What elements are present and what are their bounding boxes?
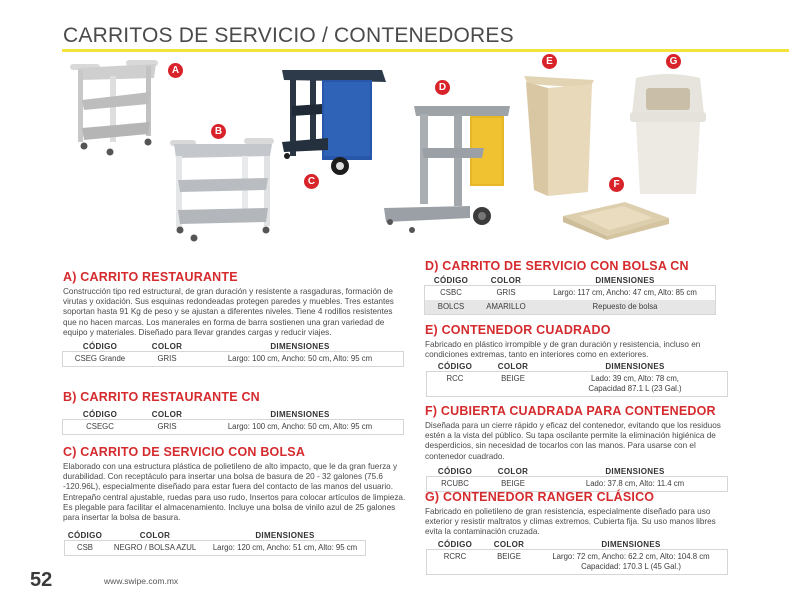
cell-code: BOLCS <box>425 300 477 314</box>
cell-color: NEGRO / BOLSA AZUL <box>113 543 197 553</box>
col-color: COLOR <box>493 539 525 549</box>
col-code: CÓDIGO <box>82 410 118 419</box>
badge-b: B <box>211 124 226 139</box>
cell-dims: Largo: 120 cm, Ancho: 51 cm, Alto: 95 cm <box>212 543 358 553</box>
table-row <box>63 420 403 434</box>
col-color: COLOR <box>497 362 529 372</box>
col-dims: DIMENSIONES <box>605 362 665 372</box>
col-code: CÓDIGO <box>437 362 473 372</box>
spec-table <box>63 410 403 434</box>
section-title: G) CONTENEDOR RANGER CLÁSICO <box>425 490 655 504</box>
table-row <box>65 541 365 555</box>
table-row <box>427 477 727 491</box>
product-image-a <box>68 58 168 158</box>
section-g <box>425 490 735 574</box>
col-code: CÓDIGO <box>82 342 118 352</box>
badge-e: E <box>542 54 557 69</box>
spec-table <box>425 276 715 314</box>
col-dims: DIMENSIONES <box>255 531 315 541</box>
section-c <box>63 445 408 555</box>
badge-g: G <box>666 54 681 69</box>
col-dims: DIMENSIONES <box>601 539 661 549</box>
product-image-d <box>374 104 514 239</box>
dims-line: Capacidad 87.1 L (23 Gal.) <box>588 384 682 394</box>
section-a <box>63 270 403 366</box>
cell-color: GRIS <box>157 354 177 364</box>
cell-dims: Largo: 100 cm, Ancho: 50 cm, Alto: 95 cm <box>227 422 373 431</box>
cell-color: GRIS <box>157 422 177 431</box>
section-description: Fabricado en plástico irrompible y de gran duración y resistencia, incluso en condiciones extremas, tanto en interiores como en exteriores. <box>425 340 701 360</box>
table-row <box>427 550 727 574</box>
cell-code: CSBC <box>440 288 462 297</box>
section-description: Construcción tipo red estructural, de gran duración y resistente a rasgaduras, formación de virutas y oxidación. Sus esquinas redondeadas protegen paredes y muebles. Tres estantes soportan hasta 91 Kg de peso y se ajustan a diferentes niveles. Tiene 4 rodillos resistentes que no hacen marcas. Los manerales en forma de barra sostienen una gran variedad de equipo y materiales. Diseñado para llevar grandes cargas y reducir viajes. <box>63 287 394 337</box>
cell-color: BEIGE <box>497 551 521 561</box>
col-dims: DIMENSIONES <box>270 342 330 352</box>
col-dims: DIMENSIONES <box>595 276 655 285</box>
badge-a: A <box>168 63 183 78</box>
col-color: COLOR <box>151 410 183 419</box>
spec-table <box>63 342 403 366</box>
cell-dims <box>535 550 727 574</box>
table-row <box>63 352 403 366</box>
section-title: B) CARRITO RESTAURANTE CN <box>63 390 260 404</box>
cell-code: CSEGC <box>86 422 114 431</box>
dims-line: Capacidad: 170.3 L (45 Gal.) <box>581 561 681 571</box>
title-rule <box>62 49 789 52</box>
col-code: CÓDIGO <box>437 466 473 476</box>
section-b <box>63 390 403 434</box>
table-row <box>425 286 715 300</box>
cell-dims <box>543 372 727 396</box>
section-d <box>425 259 725 314</box>
cell-code: RCRC <box>443 551 467 561</box>
col-code: CÓDIGO <box>67 531 103 541</box>
page-title: CARRITOS DE SERVICIO / CONTENEDORES <box>63 24 514 47</box>
section-title: F) CUBIERTA CUADRADA PARA CONTENEDOR <box>425 404 716 418</box>
section-e <box>425 323 735 396</box>
website-url[interactable]: www.swipe.com.mx <box>104 576 179 586</box>
product-image-b <box>168 138 278 243</box>
section-title: A) CARRITO RESTAURANTE <box>63 270 238 284</box>
cell-dims: Largo: 100 cm, Ancho: 50 cm, Alto: 95 cm <box>227 354 373 364</box>
dims-line: Lado: 39 cm, Alto: 78 cm, <box>591 374 679 384</box>
cell-color: GRIS <box>496 288 516 297</box>
page-number: 52 <box>30 569 53 591</box>
badge-c: C <box>304 174 319 189</box>
spec-table <box>65 531 365 555</box>
product-image-e <box>524 74 594 198</box>
spec-table <box>427 467 727 491</box>
badge-d: D <box>435 80 450 95</box>
cell-color: BEIGE <box>501 374 525 384</box>
section-description: Fabricado en polietileno de gran resistencia, especialmente diseñado para uso exterior y resistir maltratos y climas extremos. Cubierta fija. Su uso manos libres evita la contaminación cruzada. <box>425 507 716 537</box>
section-description: Elaborado con una estructura plástica de polietileno de alto impacto, que le da gran fuerza y durabilidad. Con receptáculo para insertar una bolsa de basura de 20 - 32 galones (75.6 -120.96L), especialmente diseñado para estar fuera del contacto de las manos del usuario. Entrepaño central ajustable, ruedas para uso rudo, Insertos para colocar artículos de limpieza. Es plegable para facilitar el almacenamiento. Incluye una bolsa de vinilo azul de 25 galones para insertar la bolsa de basura. <box>63 462 406 523</box>
cell-color: AMARILLO <box>477 300 535 314</box>
product-image-g <box>628 74 708 196</box>
col-color: COLOR <box>151 342 183 352</box>
cell-code: RCUBC <box>441 478 469 488</box>
section-title: E) CONTENEDOR CUADRADO <box>425 323 611 337</box>
section-title: D) CARRITO DE SERVICIO CON BOLSA CN <box>425 259 689 273</box>
table-row <box>425 300 715 314</box>
col-color: COLOR <box>490 276 522 285</box>
col-color: COLOR <box>497 466 529 476</box>
cell-dims: Repuesto de bolsa <box>535 300 715 314</box>
col-code: CÓDIGO <box>437 539 473 549</box>
col-code: CÓDIGO <box>433 276 469 285</box>
dims-line: Largo: 72 cm, Ancho: 62.2 cm, Alto: 104.8 cm <box>552 551 710 561</box>
col-dims: DIMENSIONES <box>605 466 665 476</box>
product-image-f <box>563 196 669 240</box>
cell-code: RCC <box>446 374 464 384</box>
section-title: C) CARRITO DE SERVICIO CON BOLSA <box>63 445 306 459</box>
cell-color: BEIGE <box>501 478 525 488</box>
col-dims: DIMENSIONES <box>270 410 330 419</box>
cell-dims: Lado: 37.8 cm, Alto: 11.4 cm <box>585 478 685 488</box>
cell-code: CSB <box>76 543 94 553</box>
spec-table <box>427 362 727 396</box>
table-row <box>427 372 727 396</box>
cell-code: CSEG Grande <box>74 354 126 364</box>
col-color: COLOR <box>139 531 171 541</box>
cell-dims: Largo: 117 cm, Ancho: 47 cm, Alto: 85 cm <box>553 288 697 297</box>
section-f <box>425 404 735 491</box>
spec-table <box>427 540 727 574</box>
section-description: Diseñada para un cierre rápido y eficaz del contenedor, evitando que los residuos estén a la vista del público. Su tapa oscilante permite la eliminación higiénica de desperdicios, sin necesidad de tocarlos con las manos. Para usarse con el contenedor cuadrado. <box>425 421 721 461</box>
badge-f: F <box>609 177 624 192</box>
